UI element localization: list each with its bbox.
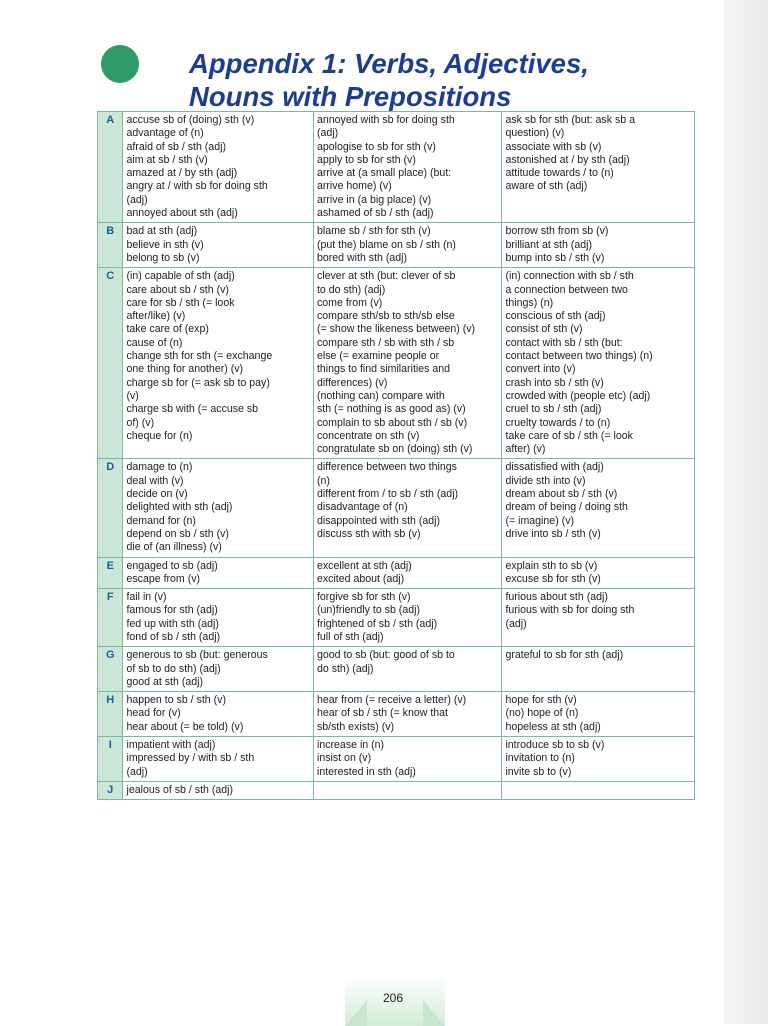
entry-line: charge sb for (= ask sb to pay): [126, 376, 270, 389]
entry-line: advantage of (n): [126, 127, 204, 140]
entry-line: furious with sb for doing sth: [505, 604, 635, 617]
entry-line: good to sb (but: good of sb to: [316, 649, 455, 662]
page-number: 206: [383, 991, 404, 1005]
table-row: [98, 557, 695, 589]
table-row: [98, 459, 695, 557]
entries-column-3: [502, 223, 695, 268]
entry-line: angry at / with sb for doing sth: [126, 180, 268, 193]
table-row: [98, 112, 695, 223]
entry-line: (adj): [126, 765, 148, 778]
entry-line: one thing for another) (v): [126, 363, 244, 376]
entry-line: congratulate sb on (doing) sth (v): [316, 443, 473, 456]
entry-line: associate with sb (v): [505, 140, 602, 153]
entry-line: else (= examine people or: [316, 350, 440, 363]
entry-line: good at sth (adj): [126, 675, 204, 688]
entries-column-1: [123, 459, 314, 557]
entries-column-1: [123, 268, 314, 459]
entry-line: increase in (n): [316, 739, 385, 752]
entries-column-1: [123, 112, 314, 223]
entry-line: clever at sth (but: clever of sb: [316, 270, 456, 283]
row-letter: D: [98, 459, 123, 557]
entry-line: change sth for sth (= exchange: [126, 350, 273, 363]
title-line-2: Nouns with Prepositions: [189, 81, 512, 112]
entry-line: aim at sb / sth (v): [126, 153, 208, 166]
entries-column-2: [313, 459, 501, 557]
entry-line: (no) hope of (n): [505, 707, 579, 720]
entries-column-2: [313, 781, 501, 799]
entry-line: furious about sth (adj): [505, 591, 608, 604]
entry-line: demand for (n): [126, 514, 196, 527]
entry-line: hopeless at sth (adj): [505, 720, 601, 733]
entry-line: disappointed with sth (adj): [316, 514, 441, 527]
entry-line: (= imagine) (v): [505, 514, 575, 527]
entries-column-2: [313, 112, 501, 223]
title-line-1: Appendix 1: Verbs, Adjectives,: [189, 48, 589, 79]
entries-column-3: [502, 647, 695, 692]
row-letter: J: [98, 781, 123, 799]
entry-line: die of (an illness) (v): [126, 541, 222, 554]
entry-line: fail in (v): [126, 591, 167, 604]
row-letter: C: [98, 268, 123, 459]
page-edge-shadow: [724, 0, 768, 1024]
entry-line: consist of sth (v): [505, 323, 583, 336]
entry-line: jealous of sb / sth (adj): [126, 783, 234, 796]
entries-column-1: [123, 589, 314, 647]
entry-line: contact between two things) (n): [505, 350, 653, 363]
entry-line: excellent at sth (adj): [316, 559, 412, 572]
entry-line: invitation to (n): [505, 752, 575, 765]
table-row: [98, 737, 695, 782]
entry-line: apologise to sb for sth (v): [316, 140, 436, 153]
entry-line: arrive at (a small place) (but:: [316, 167, 452, 180]
entry-line: impatient with (adj): [126, 739, 216, 752]
entry-line: engaged to sb (adj): [126, 559, 218, 572]
entry-line: ask sb for sth (but: ask sb a: [505, 114, 635, 126]
entry-line: (un)friendly to sb (adj): [316, 604, 421, 617]
entry-line: contact with sb / sth (but:: [505, 336, 623, 349]
entries-column-2: [313, 589, 501, 647]
entries-column-2: [313, 737, 501, 782]
entries-column-1: [123, 223, 314, 268]
entry-line: (v): [126, 389, 139, 402]
entry-line: (adj): [316, 127, 339, 140]
entries-column-3: [502, 692, 695, 737]
entry-line: (n): [316, 474, 330, 487]
entry-line: of sb to do sth) (adj): [126, 662, 221, 675]
entry-line: hope for sth (v): [505, 694, 577, 707]
entries-column-3: [502, 268, 695, 459]
entry-line: cheque for (n): [126, 429, 193, 442]
entry-line: arrive home) (v): [316, 180, 392, 193]
entry-line: grateful to sb for sth (adj): [505, 649, 624, 662]
entry-line: bored with sth (adj): [316, 251, 408, 264]
entry-line: attitude towards / to (n): [505, 167, 614, 180]
entry-line: arrive in (a big place) (v): [316, 193, 432, 206]
entry-line: fond of sb / sth (adj): [126, 630, 221, 643]
entry-line: (in) connection with sb / sth: [505, 270, 634, 283]
row-letter: E: [98, 557, 123, 589]
entry-line: impressed by / with sb / sth: [126, 752, 255, 765]
entry-line: decide on (v): [126, 488, 188, 501]
entry-line: convert into (v): [505, 363, 576, 376]
row-letter: G: [98, 647, 123, 692]
entries-column-2: [313, 223, 501, 268]
entries-column-2: [313, 268, 501, 459]
entry-line: bump into sb / sth (v): [505, 251, 605, 264]
entry-line: hear about (= be told) (v): [126, 720, 244, 733]
entry-line: depend on sb / sth (v): [126, 527, 229, 540]
entry-line: explain sth to sb (v): [505, 559, 598, 572]
entry-line: concentrate on sth (v): [316, 429, 420, 442]
entry-line: aware of sth (adj): [505, 180, 588, 193]
entry-line: belong to sb (v): [126, 251, 200, 264]
entry-line: afraid of sb / sth (adj): [126, 140, 226, 153]
entry-line: bad at sth (adj): [126, 225, 198, 238]
entry-line: damage to (n): [126, 461, 193, 474]
entry-line: take care of (exp): [126, 323, 209, 336]
entry-line: care for sb / sth (= look: [126, 296, 235, 309]
entry-line: escape from (v): [126, 572, 201, 585]
entries-column-1: [123, 737, 314, 782]
entry-line: sth (= nothing is as good as) (v): [316, 403, 466, 416]
entry-line: generous to sb (but: generous: [126, 649, 268, 662]
entry-line: things) (n): [505, 296, 554, 309]
entries-column-3: [502, 589, 695, 647]
entry-line: of) (v): [126, 416, 155, 429]
entries-column-3: [502, 557, 695, 589]
entry-line: compare sth / sb with sth / sb: [316, 336, 455, 349]
entry-line: delighted with sth (adj): [126, 501, 233, 514]
entries-column-3: [502, 459, 695, 557]
entries-column-1: [123, 557, 314, 589]
entries-column-3: [502, 781, 695, 799]
entry-line: cruel to sb / sth (adj): [505, 403, 602, 416]
table-row: [98, 781, 695, 799]
entry-line: hear from (= receive a letter) (v): [316, 694, 467, 707]
entry-line: crowded with (people etc) (adj): [505, 389, 651, 402]
entry-line: divide sth into (v): [505, 474, 586, 487]
row-letter: A: [98, 112, 123, 223]
entry-line: apply to sb for sth (v): [316, 153, 416, 166]
entry-line: famous for sth (adj): [126, 604, 218, 617]
entry-line: (= show the likeness between) (v): [316, 323, 476, 336]
entry-line: annoyed about sth (adj): [126, 207, 238, 220]
entry-line: amazed at / by sth (adj): [126, 167, 238, 180]
table-row: [98, 268, 695, 459]
entries-column-3: [502, 737, 695, 782]
entry-line: deal with (v): [126, 474, 184, 487]
table-row: [98, 223, 695, 268]
entry-line: after) (v): [505, 443, 546, 456]
entry-line: compare sth/sb to sth/sb else: [316, 310, 455, 323]
entry-line: fed up with sth (adj): [126, 617, 219, 630]
row-letter: B: [98, 223, 123, 268]
entry-line: charge sb with (= accuse sb: [126, 403, 259, 416]
entry-line: (adj): [126, 193, 148, 206]
entry-line: (in) capable of sth (adj): [126, 270, 235, 283]
entry-line: full of sth (adj): [316, 630, 384, 643]
entries-column-1: [123, 781, 314, 799]
prepositions-table: [97, 111, 695, 800]
row-letter: I: [98, 737, 123, 782]
entry-line: different from / to sb / sth (adj): [316, 488, 459, 501]
entry-line: cause of (n): [126, 336, 183, 349]
entries-column-1: [123, 692, 314, 737]
entry-line: (adj): [505, 617, 527, 630]
table-row: [98, 647, 695, 692]
entry-line: a connection between two: [505, 283, 628, 296]
entry-line: forgive sb for sth (v): [316, 591, 411, 604]
entry-line: excited about (adj): [316, 572, 405, 585]
entries-column-2: [313, 692, 501, 737]
entry-line: dream of being / doing sth: [505, 501, 628, 514]
table-row: [98, 692, 695, 737]
entry-line: astonished at / by sth (adj): [505, 153, 630, 166]
entry-line: sb/sth exists) (v): [316, 720, 395, 733]
entry-line: dissatisfied with (adj): [505, 461, 604, 474]
entry-line: borrow sth from sb (v): [505, 225, 609, 238]
entry-line: accuse sb of (doing) sth (v): [126, 114, 255, 126]
entry-line: crash into sb / sth (v): [505, 376, 604, 389]
entry-line: care about sb / sth (v): [126, 283, 229, 296]
entry-line: after/like) (v): [126, 310, 186, 323]
entry-line: annoyed with sb for doing sth: [316, 114, 455, 126]
row-letter: H: [98, 692, 123, 737]
entry-line: (nothing can) compare with: [316, 389, 445, 402]
row-letter: F: [98, 589, 123, 647]
entry-line: differences) (v): [316, 376, 388, 389]
entry-line: drive into sb / sth (v): [505, 527, 601, 540]
entry-line: discuss sth with sb (v): [316, 527, 421, 540]
entry-line: do sth) (adj): [316, 662, 374, 675]
entry-line: to do sth) (adj): [316, 283, 386, 296]
entry-line: take care of sb / sth (= look: [505, 429, 633, 442]
entry-line: believe in sth (v): [126, 238, 204, 251]
table-row: [98, 589, 695, 647]
entries-column-1: [123, 647, 314, 692]
entry-line: invite sb to (v): [505, 765, 572, 778]
entry-line: ashamed of sb / sth (adj): [316, 207, 434, 220]
entry-line: excuse sb for sth (v): [505, 572, 601, 585]
entries-column-2: [313, 557, 501, 589]
entry-line: dream about sb / sth (v): [505, 488, 618, 501]
entry-line: hear of sb / sth (= know that: [316, 707, 448, 720]
entries-column-2: [313, 647, 501, 692]
entry-line: question) (v): [505, 127, 565, 140]
entry-line: come from (v): [316, 296, 383, 309]
entry-line: introduce sb to sb (v): [505, 739, 605, 752]
entry-line: head for (v): [126, 707, 181, 720]
entry-line: brilliant at sth (adj): [505, 238, 592, 251]
entry-line: (put the) blame on sb / sth (n): [316, 238, 456, 251]
entry-line: things to find similarities and: [316, 363, 451, 376]
page-title: [189, 47, 589, 113]
table-body: [98, 112, 695, 800]
entry-line: disadvantage of (n): [316, 501, 408, 514]
entry-line: interested in sth (adj): [316, 765, 416, 778]
entry-line: conscious of sth (adj): [505, 310, 606, 323]
entries-column-3: [502, 112, 695, 223]
entry-line: frightened of sb / sth (adj): [316, 617, 438, 630]
entry-line: cruelty towards / to (n): [505, 416, 611, 429]
entry-line: difference between two things: [316, 461, 457, 474]
entry-line: blame sb / sth for sth (v): [316, 225, 431, 238]
green-circle-bullet: [101, 45, 139, 83]
entry-line: happen to sb / sth (v): [126, 694, 226, 707]
entry-line: insist on (v): [316, 752, 372, 765]
entry-line: complain to sb about sth / sb (v): [316, 416, 468, 429]
